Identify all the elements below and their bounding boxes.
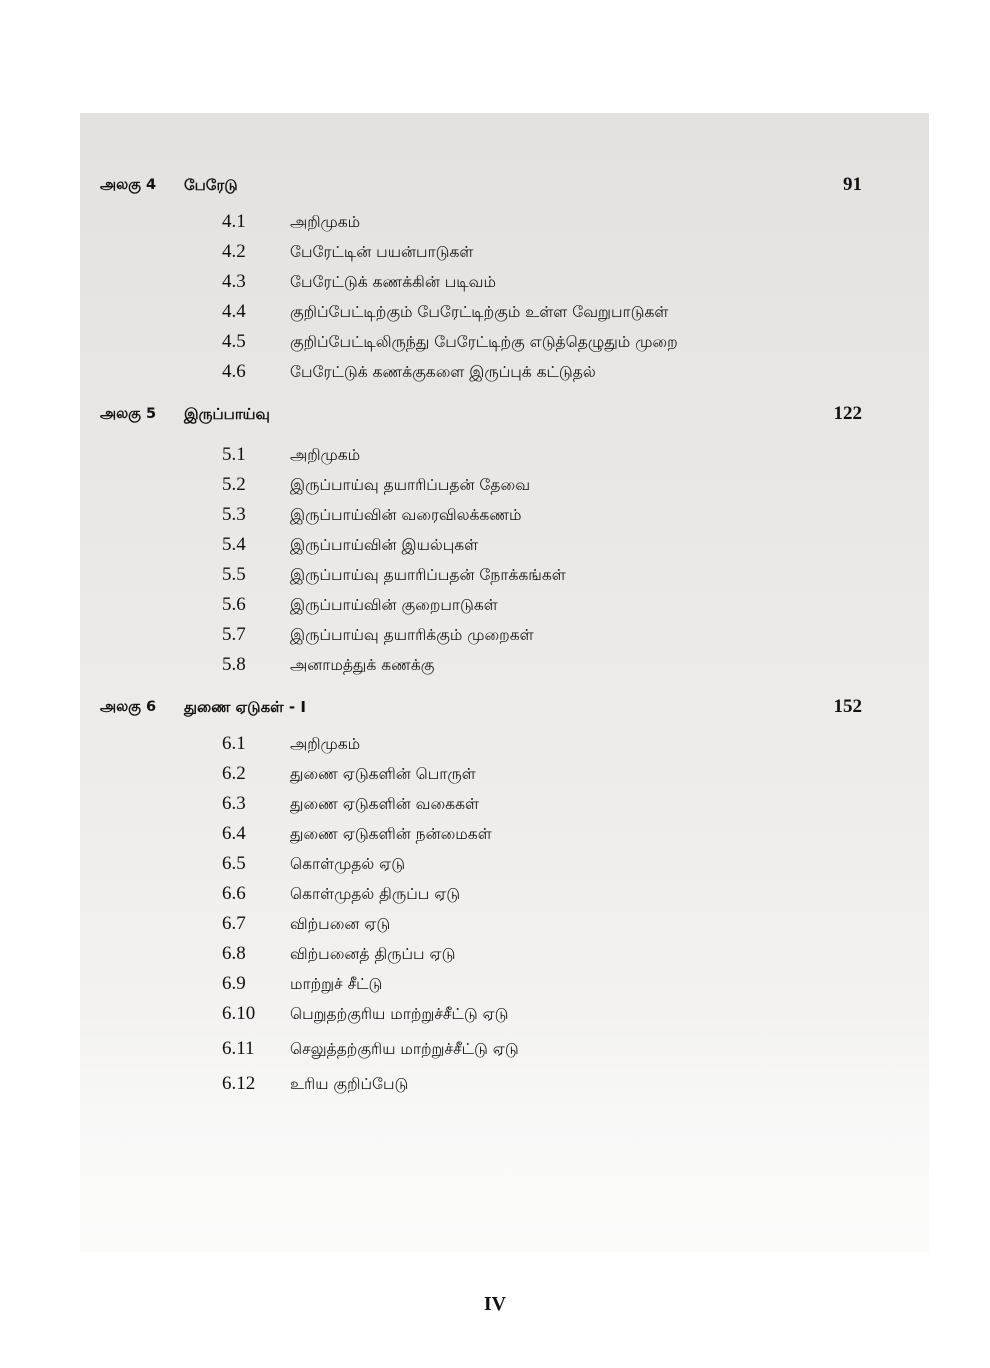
section-title: குறிப்பேட்டிலிருந்து பேரேட்டிற்கு எடுத்தெழுதும் முறை bbox=[290, 333, 678, 351]
section-title: இருப்பாய்வு தயாரிப்பதன் தேவை bbox=[290, 476, 531, 494]
section-number: 5.6 bbox=[222, 594, 246, 615]
section-number: 5.1 bbox=[222, 444, 246, 465]
section-row bbox=[0, 327, 990, 357]
section-row bbox=[0, 297, 990, 327]
unit-title: இருப்பாய்வு bbox=[184, 405, 270, 423]
section-title: துணை ஏடுகளின் நன்மைகள் bbox=[290, 825, 492, 843]
section-row bbox=[0, 1069, 990, 1099]
section-number: 6.12 bbox=[222, 1073, 256, 1094]
section-number: 6.4 bbox=[222, 823, 246, 844]
section-row bbox=[0, 939, 990, 969]
section-title: துணை ஏடுகளின் வகைகள் bbox=[290, 795, 479, 813]
section-title: கொள்முதல் திருப்ப ஏடு bbox=[290, 885, 461, 903]
section-title: பேரேட்டுக் கணக்குகளை இருப்புக் கட்டுதல் bbox=[290, 363, 596, 381]
section-title: பேரேட்டுக் கணக்கின் படிவம் bbox=[290, 273, 496, 291]
section-number: 6.3 bbox=[222, 793, 246, 814]
section-number: 4.6 bbox=[222, 361, 246, 382]
section-title: இருப்பாய்வின் குறைபாடுகள் bbox=[290, 596, 498, 614]
section-row bbox=[0, 357, 990, 387]
section-title: இருப்பாய்வு தயாரிக்கும் முறைகள் bbox=[290, 626, 534, 644]
unit-page-number: 91 bbox=[843, 174, 862, 195]
section-row bbox=[0, 999, 990, 1029]
unit-title: பேரேடு bbox=[184, 176, 238, 194]
unit-heading bbox=[0, 399, 990, 429]
unit-heading bbox=[0, 692, 990, 722]
section-row bbox=[0, 440, 990, 470]
section-number: 6.10 bbox=[222, 1003, 256, 1024]
section-number: 6.5 bbox=[222, 853, 246, 874]
section-title: மாற்றுச் சீட்டு bbox=[290, 975, 383, 993]
section-title: இருப்பாய்வின் இயல்புகள் bbox=[290, 536, 479, 554]
section-row bbox=[0, 207, 990, 237]
section-number: 5.4 bbox=[222, 534, 246, 555]
section-row bbox=[0, 530, 990, 560]
section-number: 6.8 bbox=[222, 943, 246, 964]
section-row bbox=[0, 237, 990, 267]
section-number: 6.6 bbox=[222, 883, 246, 904]
unit-page-number: 152 bbox=[833, 696, 862, 717]
section-number: 6.9 bbox=[222, 973, 246, 994]
section-row bbox=[0, 267, 990, 297]
section-title: அறிமுகம் bbox=[290, 213, 361, 231]
section-number: 5.2 bbox=[222, 474, 246, 495]
section-title: பெறுதற்குரிய மாற்றுச்சீட்டு ஏடு bbox=[290, 1005, 509, 1023]
section-title: விற்பனை ஏடு bbox=[290, 915, 391, 933]
section-title: குறிப்பேட்டிற்கும் பேரேட்டிற்கும் உள்ள வேறுபாடுகள் bbox=[290, 303, 669, 321]
section-number: 6.1 bbox=[222, 733, 246, 754]
section-number: 4.2 bbox=[222, 241, 246, 262]
unit-page-number: 122 bbox=[833, 403, 862, 424]
section-number: 6.11 bbox=[222, 1038, 255, 1059]
section-title: துணை ஏடுகளின் பொருள் bbox=[290, 765, 476, 783]
section-title: கொள்முதல் ஏடு bbox=[290, 855, 406, 873]
section-title: அறிமுகம் bbox=[290, 446, 361, 464]
section-row bbox=[0, 729, 990, 759]
section-title: விற்பனைத் திருப்ப ஏடு bbox=[290, 945, 456, 963]
section-number: 4.5 bbox=[222, 331, 246, 352]
section-number: 6.7 bbox=[222, 913, 246, 934]
section-number: 4.4 bbox=[222, 301, 246, 322]
unit-heading bbox=[0, 170, 990, 200]
section-number: 4.3 bbox=[222, 271, 246, 292]
section-number: 5.3 bbox=[222, 504, 246, 525]
page-number: IV bbox=[483, 1293, 507, 1315]
section-title: பேரேட்டின் பயன்பாடுகள் bbox=[290, 243, 474, 261]
section-row bbox=[0, 470, 990, 500]
section-number: 5.7 bbox=[222, 624, 246, 645]
section-title: அறிமுகம் bbox=[290, 735, 361, 753]
section-row bbox=[0, 1034, 990, 1064]
section-title: இருப்பாய்வின் வரைவிலக்கணம் bbox=[290, 506, 522, 524]
section-title: அனாமத்துக் கணக்கு bbox=[290, 656, 435, 674]
unit-label: அலகு 6 bbox=[100, 699, 157, 715]
section-number: 6.2 bbox=[222, 763, 246, 784]
section-row bbox=[0, 759, 990, 789]
section-row bbox=[0, 969, 990, 999]
section-number: 5.8 bbox=[222, 654, 246, 675]
section-row bbox=[0, 879, 990, 909]
section-row bbox=[0, 789, 990, 819]
section-row bbox=[0, 819, 990, 849]
unit-label: அலகு 4 bbox=[100, 177, 157, 193]
section-number: 4.1 bbox=[222, 211, 246, 232]
unit-title: துணை ஏடுகள் - I bbox=[184, 698, 306, 716]
unit-label: அலகு 5 bbox=[100, 406, 157, 422]
section-row bbox=[0, 909, 990, 939]
section-row bbox=[0, 650, 990, 680]
section-number: 5.5 bbox=[222, 564, 246, 585]
section-row bbox=[0, 500, 990, 530]
section-row bbox=[0, 560, 990, 590]
section-title: இருப்பாய்வு தயாரிப்பதன் நோக்கங்கள் bbox=[290, 566, 566, 584]
section-title: செலுத்தற்குரிய மாற்றுச்சீட்டு ஏடு bbox=[290, 1040, 519, 1058]
section-title: உரிய குறிப்பேடு bbox=[290, 1075, 409, 1093]
section-row bbox=[0, 590, 990, 620]
section-row bbox=[0, 849, 990, 879]
section-row bbox=[0, 620, 990, 650]
